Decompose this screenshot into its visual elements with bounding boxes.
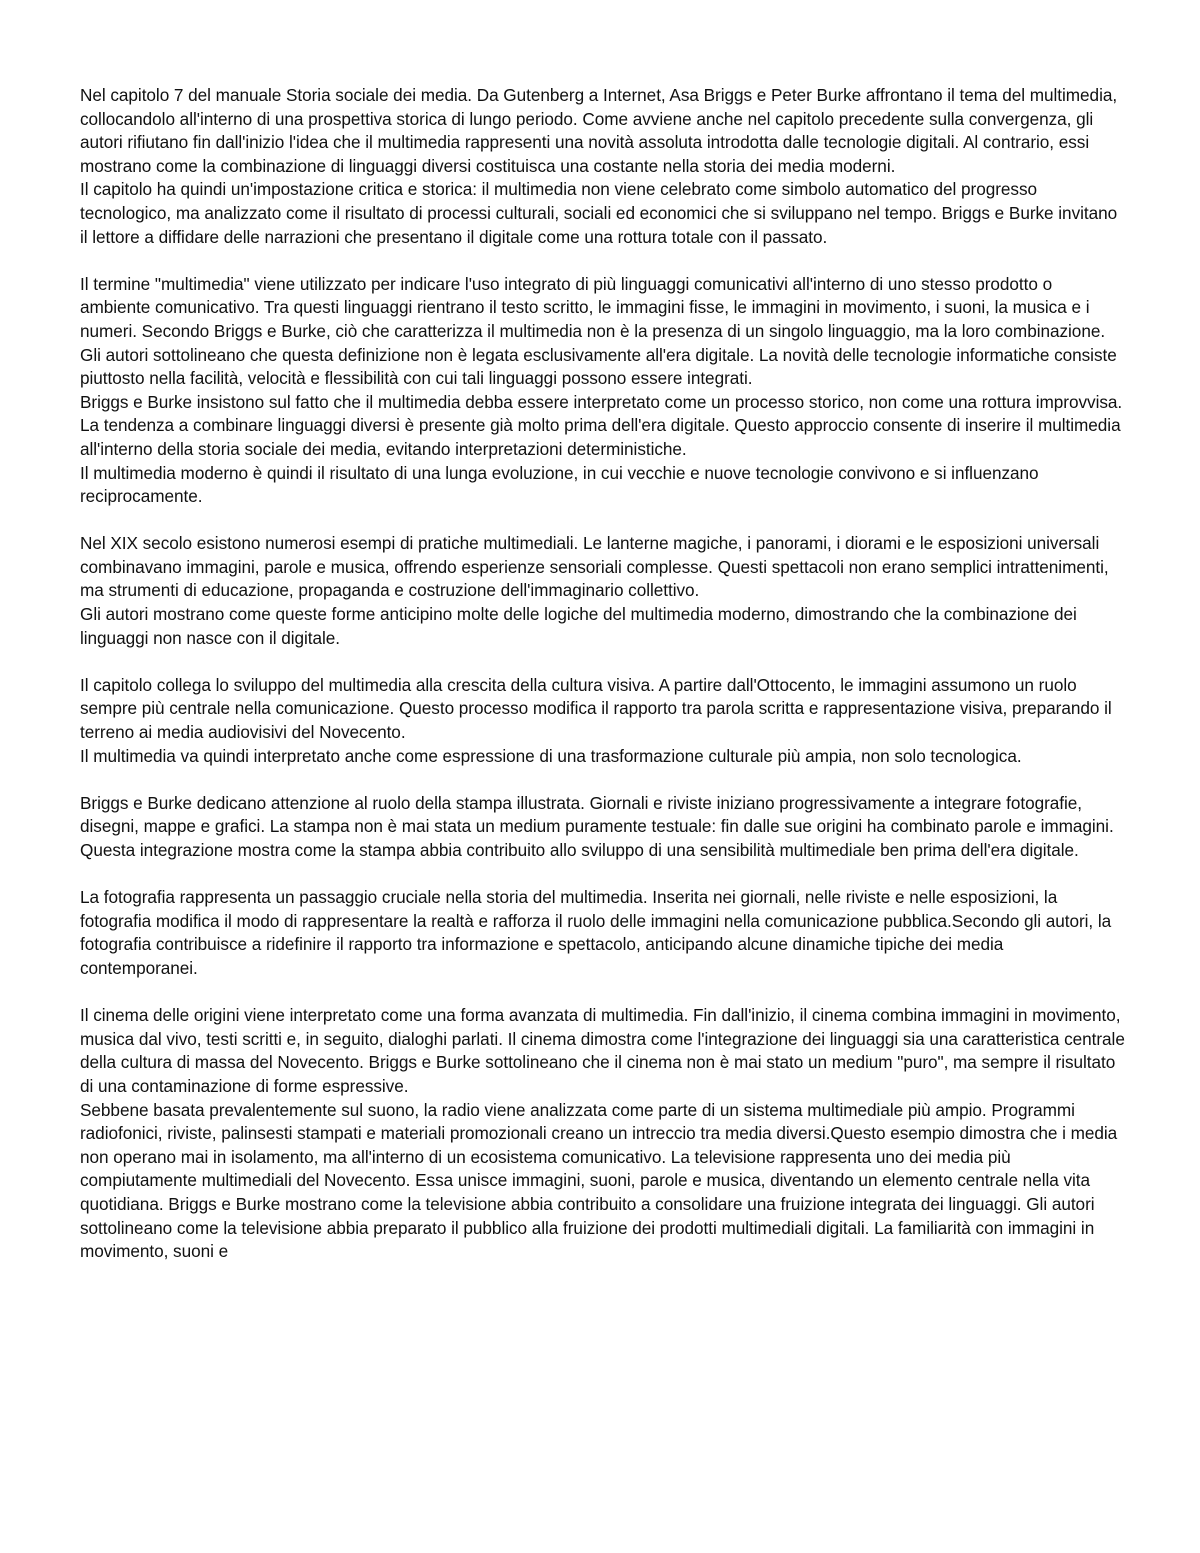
paragraph-cinema-radio-tv [80,1004,1125,1264]
paragraph-photography [80,886,1125,980]
paragraph-definition [80,273,1125,509]
paragraph-gap [80,509,1125,533]
text-line: Questa integrazione mostra come la stampa abbia contribuito allo sviluppo di una sensibilità multimediale ben prima dell'era digitale. [80,840,1079,860]
text-line: Il multimedia moderno è quindi il risultato di una lunga evoluzione, in cui vecchie e nuove tecnologie convivono e si influenzano reciprocamente. [80,462,1039,507]
text-line: Il multimedia va quindi interpretato anche come espressione di una trasformazione culturale più ampia, non solo tecnologica. [80,745,1022,766]
text-line: Il cinema delle origini viene interpretato come una forma avanzata di multimedia. Fin dall'inizio, il cinema combina immagini in movimento, musica dal vivo, testi scritti e, in seguito, dialoghi parlati. Il cinema dimostra come l'integrazione dei linguaggi sia una caratteristica centrale della cultura di massa del Novecento. Briggs e Burke sottolineano che il cinema non è mai stato un medium "puro", ma sempre il risultato di una contaminazione di forme espressive. [80,1005,1125,1096]
document-body [80,84,1125,1264]
paragraph-visual-culture [80,674,1125,768]
text-line: Il termine "multimedia" viene utilizzato per indicare l'uso integrato di più linguaggi comunicativi all'interno di uno stesso prodotto o ambiente comunicativo. Tra questi linguaggi rientrano il testo scritto, le immagini fisse, le immagini in movimento, i suoni, la musica e i numeri. Secondo Briggs e Burke, ciò che caratterizza il multimedia non è la presenza di un singolo linguaggio, ma la loro combinazione. [80,273,1106,341]
paragraph-gap [80,981,1125,1005]
paragraph-gap [80,249,1125,273]
text-line: Briggs e Burke insistono sul fatto che il multimedia debba essere interpretato come un processo storico, non come una rottura improvvisa. La tendenza a combinare linguaggi diversi è presente già molto prima dell'era digitale. Questo approccio consente di inserire il multimedia all'interno della storia sociale dei media, evitando interpretazioni deterministiche. [80,391,1123,459]
paragraph-illustrated-press [80,792,1125,863]
paragraph-intro [80,84,1125,249]
paragraph-gap [80,863,1125,887]
paragraph-nineteenth-century [80,532,1125,650]
text-line: La fotografia rappresenta un passaggio cruciale nella storia del multimedia. Inserita nei giornali, nelle riviste e nelle esposizioni, la fotografia modifica il modo di rappresentare la realtà e rafforza il ruolo delle immagini nella comunicazione pubblica.Secondo gli autori, la fotografia contribuisce a ridefinire il rapporto tra informazione e spettacolo, anticipando alcune dinamiche tipiche dei media contemporanei. [80,887,1112,978]
text-line: Gli autori mostrano come queste forme anticipino molte delle logiche del multimedia moderno, dimostrando che la combinazione dei linguaggi non nasce con il digitale. [80,604,1077,648]
text-line: Gli autori sottolineano che questa definizione non è legata esclusivamente all'era digitale. La novità delle tecnologie informatiche consiste piuttosto nella facilità, velocità e flessibilità con cui tali linguaggi possono essere integrati. [80,344,1117,389]
text-line: Nel XIX secolo esistono numerosi esempi di pratiche multimediali. Le lanterne magiche, i panorami, i diorami e le esposizioni universali combinavano immagini, parole e musica, offrendo esperienze sensoriali complesse. Questi spettacoli non erano semplici intrattenimenti, ma strumenti di educazione, propaganda e costruzione dell'immaginario collettivo. [80,533,1109,601]
paragraph-gap [80,768,1125,792]
text-line: Il capitolo ha quindi un'impostazione critica e storica: il multimedia non viene celebrato come simbolo automatico del progresso tecnologico, ma analizzato come il risultato di processi culturali, sociali ed economici che si sviluppano nel tempo. Briggs e Burke invitano il lettore a diffidare delle narrazioni che presentano il digitale come una rottura totale con il passato. [80,179,1118,247]
paragraph-gap [80,650,1125,674]
text-line: Il capitolo collega lo sviluppo del multimedia alla crescita della cultura visiva. A partire dall'Ottocento, le immagini assumono un ruolo sempre più centrale nella comunicazione. Questo processo modifica il rapporto tra parola scritta e rappresentazione visiva, preparando il terreno ai media audiovisivi del Novecento. [80,674,1112,743]
text-line: Nel capitolo 7 del manuale Storia sociale dei media. Da Gutenberg a Internet, Asa Briggs e Peter Burke affrontano il tema del multimedia, collocandolo all'interno di una prospettiva storica di lungo periodo. Come avviene anche nel capitolo precedente sulla convergenza, gli autori rifiutano fin dall'inizio l'idea che il multimedia rappresenti una novità assoluta introdotta dalle tecnologie digitali. Al contrario, essi mostrano come la combinazione di linguaggi diversi costituisca una costante nella storia dei media moderni. [80,85,1118,176]
text-line: Sebbene basata prevalentemente sul suono, la radio viene analizzata come parte di un sistema multimediale più ampio. Programmi radiofonici, riviste, palinsesti stampati e materiali promozionali creano un intreccio tra media diversi.Questo esempio dimostra che i media non operano mai in isolamento, ma all'interno di un ecosistema comunicativo. La televisione rappresenta uno dei media più compiutamente multimediali del Novecento. Essa unisce immagini, suoni, parole e musica, diventando un elemento centrale nella vita quotidiana. Briggs e Burke mostrano come la televisione abbia contribuito a consolidare una fruizione integrata dei linguaggi. Gli autori sottolineano come la televisione abbia preparato il pubblico alla fruizione dei prodotti multimediali digitali. La familiarità con immagini in movimento, suoni e [80,1099,1118,1262]
text-line: Briggs e Burke dedicano attenzione al ruolo della stampa illustrata. Giornali e riviste iniziano progressivamente a integrare fotografie, disegni, mappe e grafici. La stampa non è mai stata un medium puramente testuale: fin dalle sue origini ha combinato parole e immagini. [80,792,1114,837]
